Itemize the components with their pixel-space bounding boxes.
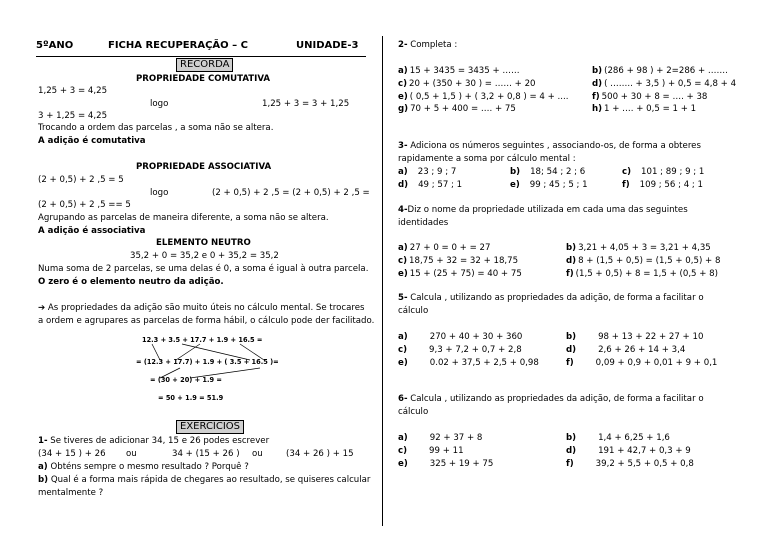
note-line1: ➔ As propriedades da adição são muito úteis no cálculo mental. Se trocares xyxy=(38,303,365,313)
q2-item xyxy=(592,92,707,102)
q5-item xyxy=(398,332,522,342)
q6-item-text: 92 + 37 + 8 xyxy=(429,433,483,443)
q4-item xyxy=(398,243,490,253)
q2-item xyxy=(592,79,736,89)
q1-b-text: Qual é a forma mais rápida de chegares ao resultado, se quiseres calcular xyxy=(50,475,371,485)
comutativa-logo: logo xyxy=(150,99,169,109)
column-divider xyxy=(382,36,383,526)
q6-item xyxy=(566,433,670,443)
q2-number: 2- xyxy=(398,40,408,50)
q3-item xyxy=(622,180,703,190)
q1-b-label: b) xyxy=(38,475,49,485)
q3 xyxy=(398,141,701,151)
q2-item-label: c) xyxy=(398,78,408,89)
q5-item-text: 98 + 13 + 22 + 27 + 10 xyxy=(598,332,704,342)
q5-item-label: a) xyxy=(398,332,408,342)
q6-item xyxy=(398,433,482,443)
q6-item-text: 191 + 42,7 + 0,3 + 9 xyxy=(598,445,691,456)
q6-item xyxy=(566,459,694,469)
q6-item-label: b) xyxy=(566,433,577,443)
comutativa-desc: Trocando a ordem das parcelas , a soma não se altera. xyxy=(38,123,274,133)
q3-item-text: 99 ; 45 ; 5 ; 1 xyxy=(529,179,588,190)
q2 xyxy=(398,40,457,50)
q6-item-label: a) xyxy=(398,433,408,443)
q5-item-text: 2,6 + 26 + 14 + 3,4 xyxy=(598,344,686,355)
q2-item-text: 15 + 3435 = 3435 + …… xyxy=(409,66,520,76)
q3-item-label: e) xyxy=(510,179,520,190)
diagram-line1: 12.3 + 3.5 + 17.7 + 1.9 + 16.5 = xyxy=(142,336,263,344)
q3-number: 3- xyxy=(398,141,408,151)
q3-text2: rapidamente a soma por cálculo mental : xyxy=(398,154,576,164)
q2-item-text: ( …….. + 3,5 ) + 0,5 = 4,8 + 4 xyxy=(604,78,737,89)
associativa-logo: logo xyxy=(150,188,169,198)
q4-item xyxy=(566,256,720,266)
q4-text2: identidades xyxy=(398,218,449,228)
q3-item-label: d) xyxy=(398,179,409,190)
q5-item-text: 0,09 + 0,9 + 0,01 + 9 + 0,1 xyxy=(595,357,718,368)
q4-item xyxy=(398,269,522,279)
q4 xyxy=(398,205,688,215)
q2-item xyxy=(398,104,516,114)
q5-text1: Calcula , utilizando as propriedades da adição, de forma a facilitar o xyxy=(410,293,704,303)
q4-item-label: c) xyxy=(398,255,408,266)
q3-item-label: f) xyxy=(622,179,630,190)
q6-text2: cálculo xyxy=(398,407,429,417)
q3-text1: Adiciona os números seguintes , associando-os, de forma a obteres xyxy=(410,141,701,151)
comutativa-line1: 1,25 + 3 = 4,25 xyxy=(38,86,108,96)
q4-item-text: 8 + (1,5 + 0,5) = (1,5 + 0,5) + 8 xyxy=(578,255,721,266)
note-line2: a ordem e agrupares as parcelas de forma hábil, o cálculo pode der facilitado. xyxy=(38,316,375,326)
q5 xyxy=(398,293,704,303)
q6-item-label: d) xyxy=(566,445,577,456)
neutro-desc: Numa soma de 2 parcelas, se uma delas é 0, a soma é igual à outra parcela. xyxy=(38,264,369,274)
q3-item xyxy=(622,167,704,177)
unit-label: UNIDADE-3 xyxy=(296,40,359,51)
q3-item-text: 49 ; 57 ; 1 xyxy=(418,179,463,190)
q3-item xyxy=(510,180,588,190)
recorda-label: RECORDA xyxy=(176,58,233,72)
q6-item-label: e) xyxy=(398,458,408,469)
associativa-line2: (2 + 0,5) + 2 ,5 == 5 xyxy=(38,200,131,210)
associativa-desc: Agrupando as parcelas de maneira diferente, a soma não se altera. xyxy=(38,213,329,223)
q4-item xyxy=(566,269,718,279)
q2-item-label: g) xyxy=(398,104,409,115)
q1-opt2: 34 + (15 + 26 ) xyxy=(172,449,240,459)
diagram-line4: = 50 + 1.9 = 51.9 xyxy=(158,394,224,402)
neutro-conclusion: O zero é o elemento neutro da adição. xyxy=(38,277,224,287)
neutro-line1: 35,2 + 0 = 35,2 e 0 + 35,2 = 35,2 xyxy=(130,251,279,261)
q4-text1: Diz o nome da propriedade utilizada em cada uma das seguintes xyxy=(407,205,688,215)
q4-item-label: b) xyxy=(566,243,577,253)
q6-item-text: 99 + 11 xyxy=(429,445,464,456)
q4-item-text: (1,5 + 0,5) + 8 = 1,5 + (0,5 + 8) xyxy=(575,268,719,279)
q4-item-text: 15 + (25 + 75) = 40 + 75 xyxy=(409,268,522,279)
q4-item-label: d) xyxy=(566,255,577,266)
q2-text: Completa : xyxy=(410,40,458,50)
q6-item xyxy=(398,446,464,456)
q1-ou1: ou xyxy=(126,449,137,459)
header-underline xyxy=(36,56,366,57)
q2-item-text: 20 + (350 + 30 ) = …… + 20 xyxy=(409,78,536,89)
q1-opt1: (34 + 15 ) + 26 xyxy=(38,449,106,459)
associativa-conclusion: A adição é associativa xyxy=(38,226,146,236)
page-title: FICHA RECUPERAÇÃO – C xyxy=(108,40,248,51)
q2-item xyxy=(398,92,569,102)
q5-item-label: b) xyxy=(566,332,577,342)
q6-item xyxy=(566,446,691,456)
q1-a-text: Obténs sempre o mesmo resultado ? Porquê ? xyxy=(50,462,249,472)
q5-item-text: 9,3 + 7,2 + 0,7 + 2,8 xyxy=(429,344,522,355)
q6-item-text: 39,2 + 5,5 + 0,5 + 0,8 xyxy=(595,458,694,469)
comutativa-title: PROPRIEDADE COMUTATIVA xyxy=(136,74,271,84)
q2-item xyxy=(592,66,728,76)
q3-item-label: b) xyxy=(510,167,521,177)
q2-item-text: ( 0,5 + 1,5 ) + ( 3,2 + 0,8 ) = 4 + .... xyxy=(409,91,569,102)
q4-item xyxy=(566,243,711,253)
q6-item-text: 1,4 + 6,25 + 1,6 xyxy=(598,433,670,443)
q3-item xyxy=(510,167,585,177)
associativa-line1: (2 + 0,5) + 2 ,5 = 5 xyxy=(38,175,124,185)
comutativa-conclusion: A adição é comutativa xyxy=(38,136,146,146)
q3-item-text: 101 ; 89 ; 9 ; 1 xyxy=(641,167,705,177)
q5-item xyxy=(398,358,539,368)
q1-b-text2: mentalmente ? xyxy=(38,488,104,498)
q5-item-label: f) xyxy=(566,357,574,368)
q5-item xyxy=(566,332,703,342)
q6 xyxy=(398,394,704,404)
q4-item-text: 3,21 + 4,05 + 3 = 3,21 + 4,35 xyxy=(578,243,711,253)
q3-item-text: 18; 54 ; 2 ; 6 xyxy=(530,167,586,177)
q2-item-label: b) xyxy=(592,66,603,76)
comutativa-line2: 3 + 1,25 = 4,25 xyxy=(38,111,108,121)
q1-ou2: ou xyxy=(252,449,263,459)
q1-text: Se tiveres de adicionar 34, 15 e 26 podes escrever xyxy=(50,436,270,446)
q4-item-label: e) xyxy=(398,268,408,279)
q2-item-text: 70 + 5 + 400 = …. + 75 xyxy=(410,104,516,115)
q3-item-label: a) xyxy=(398,167,408,177)
q1-number: 1- xyxy=(38,436,48,446)
associativa-title: PROPRIEDADE ASSOCIATIVA xyxy=(136,162,272,172)
diagram-line2: = (12.3 + 17.7) + 1.9 + ( 3.5 + 16.5 )= xyxy=(136,358,279,366)
q5-item-label: e) xyxy=(398,357,408,368)
q3-item-text: 109 ; 56 ; 4 ; 1 xyxy=(639,179,704,190)
q1-a xyxy=(38,462,249,472)
q4-item-text: 27 + 0 = 0 + = 27 xyxy=(409,243,491,253)
q2-item xyxy=(592,104,696,114)
q6-item-label: c) xyxy=(398,445,408,456)
comutativa-result: 1,25 + 3 = 3 + 1,25 xyxy=(262,99,350,109)
association-diagram xyxy=(136,334,280,406)
q2-item-label: a) xyxy=(398,66,408,76)
q4-item-label: f) xyxy=(566,268,574,279)
q6-item-text: 325 + 19 + 75 xyxy=(429,458,494,469)
q6-item xyxy=(398,459,493,469)
q5-item-label: c) xyxy=(398,344,408,355)
q6-number: 6- xyxy=(398,394,408,404)
q2-item-text: (286 + 98 ) + 2=286 + ……. xyxy=(604,66,728,76)
exercicios-label: EXERCÍCIOS xyxy=(176,420,244,434)
neutro-title: ELEMENTO NEUTRO xyxy=(156,238,251,248)
q2-item-text: 500 + 30 + 8 = …. + 38 xyxy=(601,91,708,102)
q4-item-label: a) xyxy=(398,243,408,253)
q5-item-text: 270 + 40 + 30 + 360 xyxy=(429,332,523,342)
q2-item xyxy=(398,79,536,89)
grade-label: 5ºANO xyxy=(36,40,74,51)
q5-item-text: 0.02 + 37,5 + 2,5 + 0,98 xyxy=(429,357,539,368)
q2-item xyxy=(398,66,520,76)
q2-item-label: e) xyxy=(398,91,408,102)
q4-number: 4- xyxy=(398,205,408,215)
q5-text2: cálculo xyxy=(398,306,429,316)
q2-item-label: d) xyxy=(592,78,603,89)
q6-item-label: f) xyxy=(566,458,574,469)
q5-item-label: d) xyxy=(566,344,577,355)
q3-item xyxy=(398,167,456,177)
q1-b xyxy=(38,475,370,485)
q2-item-label: h) xyxy=(592,104,603,115)
q1-opt3: (34 + 26 ) + 15 xyxy=(286,449,354,459)
q4-item xyxy=(398,256,518,266)
q1 xyxy=(38,436,269,446)
q2-item-text: 1 + …. + 0,5 = 1 + 1 xyxy=(604,104,697,115)
q3-item-label: c) xyxy=(622,167,632,177)
q3-item xyxy=(398,180,462,190)
q5-item xyxy=(398,345,522,355)
q5-number: 5- xyxy=(398,293,408,303)
q5-item xyxy=(566,345,685,355)
q6-text1: Calcula , utilizando as propriedades da adição, de forma a facilitar o xyxy=(410,394,704,404)
q3-item-text: 23 ; 9 ; 7 xyxy=(417,167,457,177)
q4-item-text: 18,75 + 32 = 32 + 18,75 xyxy=(409,255,519,266)
q2-item-label: f) xyxy=(592,91,600,102)
q1-a-label: a) xyxy=(38,462,48,472)
q5-item xyxy=(566,358,717,368)
diagram-line3: = (30 + 20) + 1.9 = xyxy=(150,376,222,384)
associativa-result: (2 + 0,5) + 2 ,5 = (2 + 0,5) + 2 ,5 = xyxy=(212,188,370,198)
